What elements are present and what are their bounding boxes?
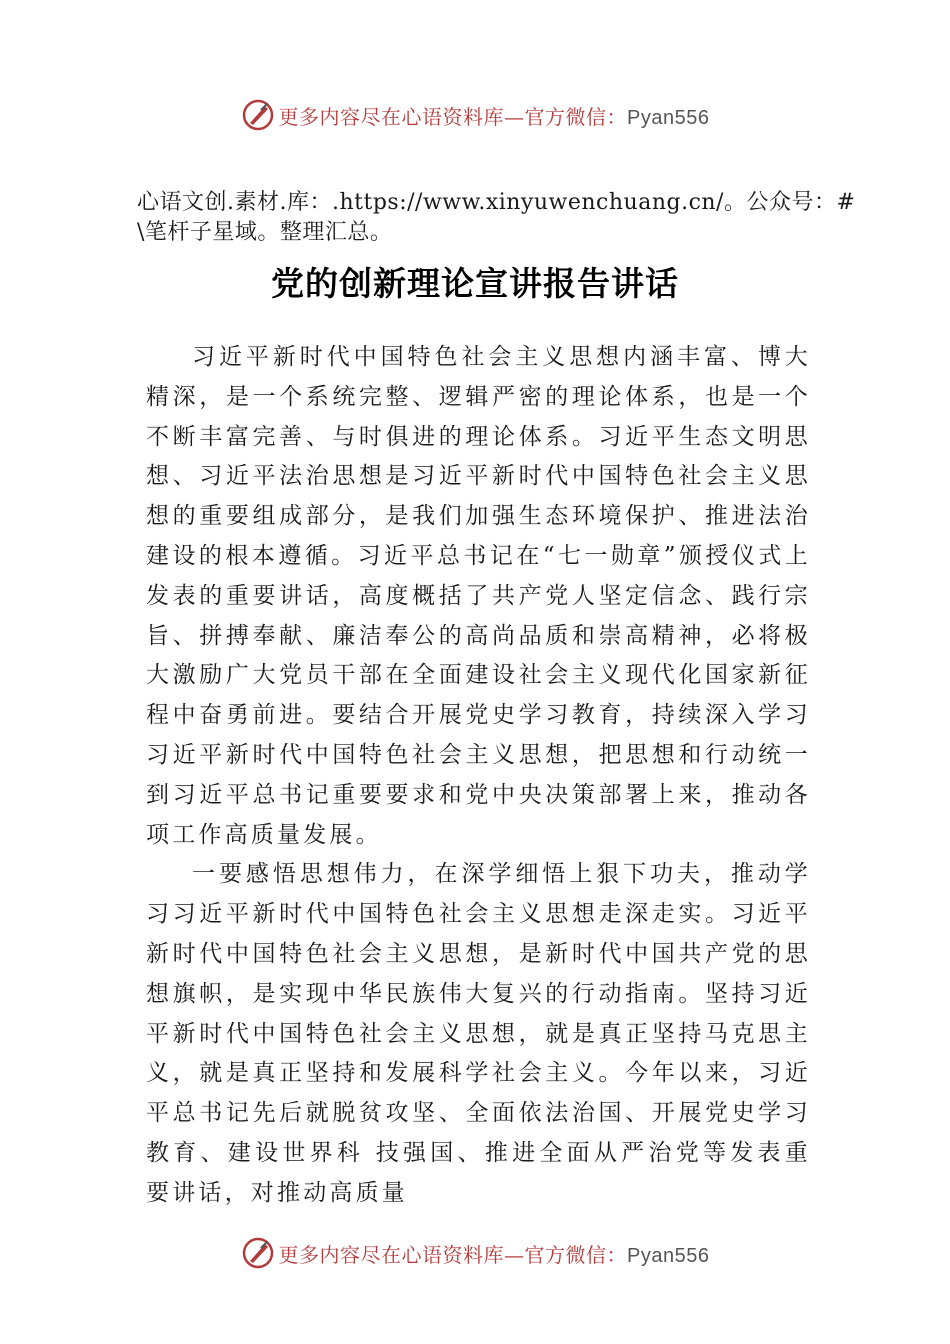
paragraph: 习近平新时代中国特色社会主义思想内涵丰富、博大精深，是一个系统完整、逻辑严密的理论体系，也是一个不断丰富完善、与时俱进的理论体系。习近平生态文明思想、习近平法治思想是习近平新时代中国特色社会主义思想的重要组成部分，是我们加强生态环境保护、推进法治建设的根本遵循。习近平总书记在“七一勋章”颁授仪式上发表的重要讲话，高度概括了共产党人坚定信念、践行宗旨、拼搏奉献、廉洁奉公的高尚品质和崇高精神，必将极大激励广大党员干部在全面建设社会主义现代化国家新征程中奋勇前进。要结合开展党史学习教育，持续深入学习习近平新时代中国特色社会主义思想，把思想和行动统一到习近平总书记重要要求和党中央决策部署上来，推动各项工作高质量发展。 bbox=[146, 344, 811, 848]
quill-logo-icon bbox=[241, 1236, 275, 1270]
paragraph: 一要感悟思想伟力，在深学细悟上狠下功夫，推动学习习近平新时代中国特色社会主义思想走深走实。习近平新时代中国特色社会主义思想，是新时代中国共产党的思想旗帜，是实现中华民族伟大复兴的行动指南。坚持习近平新时代中国特色社会主义思想，就是真正坚持马克思主义，就是真正坚持和发展科学社会主义。今年以来，习近平总书记先后就脱贫攻坚、全面依法治国、开展党史学习教育、建设世界科 技强国、推进全面从严治党等发表重要讲话，对推动高质量 bbox=[146, 861, 811, 1206]
header-banner-text: 更多内容尽在心语资料库—官方微信：Pyan556 bbox=[278, 104, 710, 129]
header-wechat-id: Pyan556 bbox=[627, 106, 710, 129]
footer-banner bbox=[0, 1233, 950, 1273]
page-title: 党的创新理论宣讲报告讲话 bbox=[271, 264, 679, 303]
source-line: 心语文创.素材.库：.https://www.xinyuwenchuang.cn/。公众号：#\笔杆子星域。整理汇总。 bbox=[137, 190, 856, 245]
quill-logo-icon bbox=[241, 98, 275, 132]
document-body bbox=[146, 338, 811, 1214]
header-banner bbox=[0, 95, 950, 135]
footer-wechat-id: Pyan556 bbox=[627, 1244, 710, 1267]
footer-banner-text: 更多内容尽在心语资料库—官方微信：Pyan556 bbox=[278, 1242, 710, 1267]
